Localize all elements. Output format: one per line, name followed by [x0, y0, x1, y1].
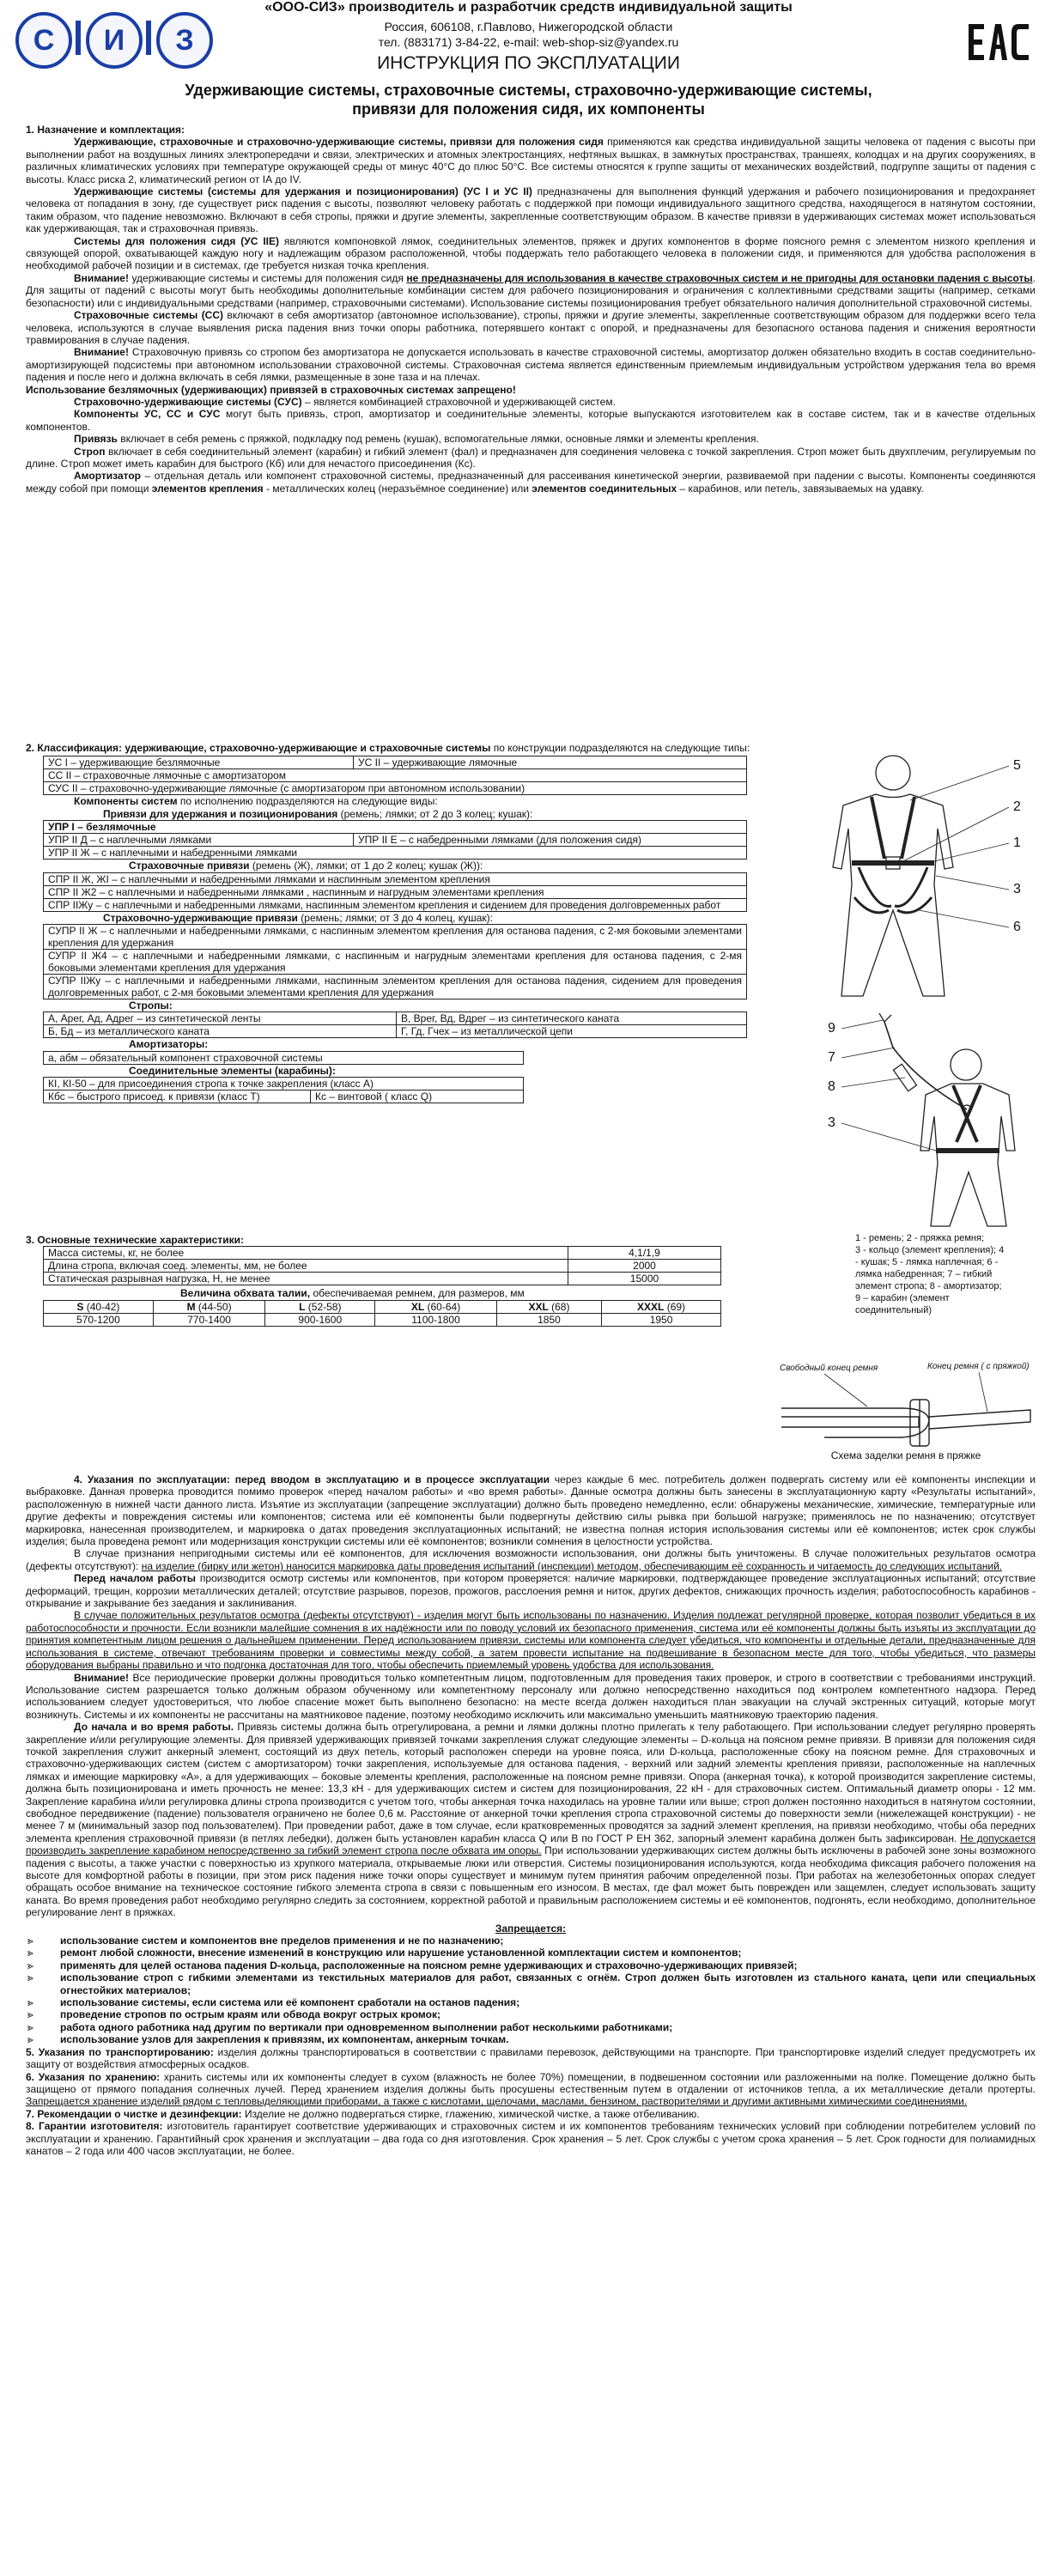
- section-5: 5. Указания по транспортированию: изделия должны транспортироваться в соответствии с правилами перевозок, действующими на транспорте. При транспортировке изделий следует предусмотреть их защиту от воздействия атмосферных осадков.: [26, 2045, 1036, 2071]
- callout-number: 6: [1013, 920, 1021, 934]
- harness-front-drawing: [824, 747, 1039, 1005]
- table-cell: 1100-1800: [375, 1313, 497, 1326]
- legend-line: - кушак; 5 - лямка наплечная; 6 -: [855, 1257, 999, 1267]
- table-row: [44, 1025, 747, 1038]
- table-cell: 570-1200: [44, 1313, 154, 1326]
- table-row: [44, 885, 747, 898]
- table-cell: СПР II Ж2 – с наплечными и набедренными лямками , наспинным и нагрудным элементами крепления: [44, 885, 747, 898]
- harness-back-drawing: [824, 1013, 1039, 1228]
- page-header: [0, 0, 1057, 79]
- table-cell: Кс – винтовой ( класс Q): [311, 1091, 524, 1103]
- lanyards-table: [43, 1012, 747, 1038]
- term: Строп: [74, 445, 106, 458]
- section-3: [26, 1234, 781, 1327]
- table-cell: СУПР IIЖу – с наплечными и набедренными лямками, наспинным элементом крепления для останова падения, сидением для проведения долговременных работ, с 2-мя боковыми элементами крепления для удержания: [44, 975, 747, 999]
- term: Удерживающие, страховочные и страховочно-удерживающие системы, привязи для положения сидя: [74, 136, 604, 149]
- table-row: [44, 975, 747, 999]
- table-row: [44, 1051, 524, 1064]
- list-item: ⪢ использование строп с гибкими элементами из текстильных материалов для работ, связанных с огнём. Строп должен быть изготовлен из стального каната, цепи или специальных огнестойких материалов;: [27, 1971, 1036, 1996]
- buckle-scheme-figure: [773, 1357, 1039, 1468]
- table-row: [44, 1091, 524, 1103]
- paragraph: Внимание! Все периодические проверки должны проводиться только компетентным лицом, подготовленным для проведения таких проверок, и строго в соответствии с требованиями инструкций. Использование систем разрешается только должным образом обученному или компетентному персоналу или должно непосредственно находиться под контролем компетентного надзора. Перед использованием следует удостовериться, что любое спасение может быть выполнено безопасно: на месте всегда должен находиться план эвакуации на случай экстренных ситуаций, которые могут возникнуть. Системы и их компоненты не рассчитаны на маятниковое падение, поэтому необходимо исключить или максимально уменьшить маятниковую траекторию падения.: [26, 1671, 1036, 1721]
- table-cell: 1950: [602, 1313, 721, 1326]
- text: – карабинов, или петель, завязываемых на удавку.: [677, 482, 924, 495]
- callout-number: 9: [828, 1021, 835, 1036]
- table-cell: А, Арег, Ад, Адрег – из синтетической ленты: [44, 1012, 397, 1025]
- figure-legend: [855, 1232, 1036, 1316]
- logo-letter: З: [156, 12, 213, 69]
- table-row: [44, 834, 747, 847]
- term: элементов крепления: [151, 482, 264, 495]
- paragraph: [26, 309, 1036, 346]
- buckle-label: Свободный конец ремня: [780, 1364, 878, 1373]
- eac-mark-icon: [967, 22, 1030, 62]
- arrow-bullet-icon: ⪢: [27, 1959, 33, 1971]
- table-cell: 770-1400: [153, 1313, 265, 1326]
- table-cell: 15000: [568, 1273, 721, 1285]
- list-item: ⪢ работа одного работника над другим по вертикали при одновременном выполнении работ несколькими работниками;: [27, 2020, 673, 2033]
- paragraph: [26, 272, 1036, 309]
- text: удерживающие системы и системы для положения сидя: [128, 271, 407, 284]
- paragraph: [26, 235, 1036, 272]
- table-cell: УПР II Д – с наплечными лямками: [44, 834, 354, 847]
- callout-number: 2: [1013, 799, 1021, 814]
- subtitle-line: Удерживающие системы, страховочные системы, страховочно-удерживающие системы,: [185, 82, 872, 99]
- group-title: Стропы:: [129, 999, 173, 1012]
- table-row: [44, 1273, 721, 1285]
- legend-line: 9 – карабин (элемент: [855, 1293, 950, 1303]
- figure-caption: Схема заделки ремня в пряжке: [830, 1449, 981, 1461]
- section-2: [26, 742, 799, 1103]
- callout-number: 3: [1013, 882, 1021, 896]
- company-name: «ООО-СИЗ» производитель и разработчик средств индивидуальной защиты: [264, 0, 793, 15]
- list-item: ⪢ применять для целей останова падения D-кольца, расположенные на поясном ремне удерживающих и страховочно-удерживающих привязей;: [27, 1959, 798, 1971]
- paragraph: 4. Указания по эксплуатации: перед вводом в эксплуатацию и в процессе эксплуатации через каждые 6 мес. потребитель должен подвергать систему или её компоненты инспекции и выбраковке. Данная проверка проводится помимо проверок «перед началом работы» и «во время работы». Данные осмотра должны быть занесены в эксплуатационную карту «Результаты испытаний», расположенную в нижней части данного листа. Изъятие из эксплуатации (запрещение эксплуатации) должно быть проведено немедленно, если: обнаружены механические, химические, температурные или другие дефекты и повреждения системы или компонентов; система или её компоненты были подвергнуты действию силы рывка при большой нагрузке; применялось не по назначению; отсутствует маркировка, нанесенная производителем, и маркировка о датах проведения эксплуатационных испытаний; не известна полная история использования системы или её компонентов; истек срок службы изделия; была проведена ремонт или модернизация конструкции системы или её компонентов; возникли сомнения в целостности устройства.: [26, 1473, 1036, 1548]
- table-cell: 2000: [568, 1260, 721, 1273]
- table-cell: Кбс – быстрого присоед. к привязи (класс Т): [44, 1091, 311, 1103]
- table-row: [44, 925, 747, 950]
- paragraph: В случае признания непригодными системы или её компонентов, для исключения возможности использования, они должны быть уничтожены. В случае положительных результатов осмотра (дефекты отсутствуют): на изделие (бирку или жетон) наносится маркировка даты проведения испытаний (инспекции) методом, обеспечивающим её сохранность и читаемость до следующих испытаний.: [26, 1547, 1036, 1572]
- group-title: Страховочные привязи (ремень (Ж), лямки; от 1 до 2 колец; кушак (Ж)):: [129, 860, 483, 872]
- harness-front-figure: [824, 747, 1039, 1005]
- paragraph: [26, 136, 1036, 185]
- callout-number: 7: [828, 1050, 835, 1065]
- table-cell: СС II – страховочные лямочные с амортизатором: [44, 769, 747, 782]
- text-emphasis: не предназначены для использования в качестве страховочных систем и не пригодны для остановки падения с высоты: [406, 271, 1033, 284]
- document-title: ИНСТРУКЦИЯ ПО ЭКСПЛУАТАЦИИ: [377, 53, 680, 73]
- table-row: [44, 1260, 721, 1273]
- paragraph: До начала и во время работы. Привязь системы должна быть отрегулирована, а ремни и лямки должны плотно прилегать к телу работающего. При использовании следует регулярно проверять закрепление и/или регулирующие элементы. Для привязей удерживающих привязей точками закрепления служат следующие элементы – D-кольца на поясном ремне привязи. В привязи для положения сидя точкой закрепления служит анкерный элемент, состоящий из двух петель, который расположен спереди на уровне пояса, или D-кольца, расположенные сбоку на поясном ремне. Для страховочных и страховочно-удерживающих систем (систем с амортизатором) точки закрепления, используемые для останова падения, - верхний или задний элементы крепления привязи, расположенные на наплечных лямках и имеющие маркировку «А», а для удерживающих – боковые элементы крепления, расположенные на поясном ремне привязи. Опора (анкерная точка), к которой производится закрепление системы, должна быть позиционирована и иметь прочность не менее: 13,3 кН - для удерживающих систем и систем для позиционирования, 22 кН - для страховочных систем. Оптимальный диаметр опоры - 12 мм. Закрепление карабина и/или регулировка длины стропа производится с учетом того, чтобы анкерная точка находилась на уровне талии или выше; строп должен постоянно находиться в натянутом состоянии, свободное передвижение (падение) пользователя ограничено не более 0,6 м. Расстояние от анкерной точки крепления стропа страховочной системы до поверхности земли (нижележащей конструкции) - не менее 7 м (минимальный зазор под пользователем). При проведении работ, даже в том случае, если кратковременных проводятся за задний элемент крепления, на привязи необходимо, чтобы оба передних элемента крепления страховочной привязи (в петлях лебедки), должен быть установлен карабин класса Q или B по ГОСТ Р ЕН 362, запорный элемент карабина должен быть зафиксирован. Не допускается производить закрепление карабином непосредственно за гибкий элемент стропа после обхвата им опоры. При использовании удерживающих систем должны быть исключены в рабочей зоне зоны возможного падения с высоты, а также участки с поверхностью из хрупкого материала, открываемые люки или отверстия. Системы позиционирования используются, когда необходима фиксация рабочего положения на высоте для комфортной работы в позиции, при этом риск падения ниже точки опоры существует и минимум путем принятия рабочим определенной позы. При работах на железобетонных опорах следует обращать особое внимание на техническое состояние гибкого элемента стропа в связи с повышенным его износом. В местах, где фал может быть поврежден или защемлен, следует использовать защиту каната. Во время проведения работ необходимо регулярно следить за состоянием, корректной работой и правильным расположением системы и её компонентов, подгонять, если необходимо, дополнительное регулирование лент в пряжках.: [26, 1721, 1036, 1919]
- text: Страховочную привязь со стропом без амортизатора не допускается использовать в качестве страховочной системы, амортизатор должен обязательно входить в состав соединительно-амортизирующей подсистемы при автономном использовании страховочной системы. Страховочная система является единственным приемлемым индивидуальным устройством удержания тела во время падения и после него и должна включать в себя лямки, размещенные в зоне таза и на плечах.: [26, 346, 1036, 384]
- text: являются компоновкой лямок, соединительных элементов, пряжек и других компонентов в форме поясного ремня с элементом низкого крепления и связующей опорой, охватывающей каждую ногу и надлежащим образом расположенной, чтобы поддержать тело работающего человека в положении сидя, и применяются для удобства расположения в необходимой рабочей позиции и в системах, где требуется низкая точка крепления.: [26, 234, 1036, 272]
- section-8: 8. Гарантии изготовителя: изготовитель гарантирует соответствие удерживающих и страховочных систем и их компонентов требованиям технических условий при соблюдении потребителем условий по эксплуатации и хранению. Гарантийный срок хранения и эксплуатации – два года со дня изготовления. Срок хранения – 5 лет. Срок службы с учетом срока хранения – 5 лет. Срок годности для полиамидных канатов – 2 года или 400 часов эксплуатации, не более.: [26, 2120, 1036, 2157]
- paragraph: [26, 433, 1036, 445]
- prohibited-title: Запрещается:: [495, 1922, 567, 1935]
- table-cell: КI, КI-50 – для присоединения стропа к точке закрепления (класс А): [44, 1078, 524, 1091]
- table-row: [44, 821, 747, 834]
- paragraph: [26, 185, 1036, 235]
- table-cell: СУПР II Ж4 – с наплечными и набедренными лямками, с наспинным и нагрудным элементами крепления для останова падения, с 2-мя боковыми элементами крепления для удержания: [44, 950, 747, 975]
- contacts-line: тел. (883171) 3-84-22, e-mail: web-shop-siz@yandex.ru: [378, 35, 679, 49]
- table-row: [44, 1247, 721, 1260]
- text: включает в себя соединительный элемент (карабин) и гибкий элемент (фал) и предназначен для соединения человека с точкой закрепления. Строп может быть двухплечим, регулируемым по длине. Строп может иметь карабин для быстрого (Кб) или для нечастого присоединения (Кс).: [26, 445, 1036, 470]
- warning: Внимание!: [74, 271, 129, 284]
- table-cell: УС I – удерживающие безлямочные: [44, 756, 354, 769]
- table-cell: 4,1/1,9: [568, 1247, 721, 1260]
- size-header: S (40-42): [44, 1300, 154, 1313]
- table-cell: Масса системы, кг, не более: [44, 1247, 568, 1260]
- callout-number: 8: [828, 1079, 835, 1094]
- arrow-bullet-icon: ⪢: [27, 1935, 33, 1947]
- list-item: ⪢ использование систем и компонентов вне пределов применения и не по назначению;: [27, 1935, 504, 1947]
- callout-number: 1: [1013, 835, 1021, 850]
- text: – является комбинацией страховочной и удерживающей систем.: [301, 395, 616, 408]
- text: включает в себя ремень с пряжкой, подкладку под ремень (кушак), вспомогательные лямки, основные лямки и элементы крепления.: [117, 433, 759, 446]
- section-title: 1. Назначение и комплектация:: [26, 124, 185, 136]
- term: Страховочно-удерживающие системы (СУС): [74, 395, 302, 408]
- table-row: [44, 872, 747, 885]
- table-cell: СПР II Ж, ЖI – с наплечными и набедренными лямками и наспинным элементом крепления: [44, 872, 747, 885]
- section-title: 3. Основные технические характеристики:: [26, 1234, 244, 1246]
- group-title: Амортизаторы:: [129, 1038, 209, 1051]
- text: включают в себя амортизатор (автономное использование), стропы, пряжки и другие элементы, закрепленные соответствующим образом для поддержки всего тела человека, используются в случае выявления риска падения вниз точки опоры работника, потерявшего контакт с опорой, и предназначены для безопасного останова падения и снижения вероятности травмирования в случае падения.: [26, 309, 1036, 346]
- legend-line: элемент стропа; 8 - амортизатор;: [855, 1281, 1002, 1291]
- list-item: ⪢ проведение стропов по острым краям или обвода вокруг острых кромок;: [27, 2008, 440, 2021]
- table-cell: УПР II Е – с набедренными лямками (для положения сидя): [354, 834, 747, 847]
- group-title: Страховочно-удерживающие привязи (ремень; лямки; от 3 до 4 колец, кушак):: [103, 911, 493, 924]
- table-cell: В, Врег, Вд, Вдрег – из синтетического каната: [397, 1012, 747, 1025]
- arrow-bullet-icon: ⪢: [27, 1947, 33, 1959]
- table-cell: 900-1600: [265, 1313, 375, 1326]
- text: – отдельная деталь или компонент страховочной системы, предназначенный для рассеивания кинетической энергии, развиваемой при падении с высоты. Компоненты соединяются между собой при помощи: [26, 470, 1036, 495]
- table-cell: СПР IIЖу – с наплечными и набедренными лямками, наспинным элементом крепления и сидением для проведения долговременных работ: [44, 898, 747, 911]
- legend-line: соединительный): [855, 1305, 932, 1315]
- section-title: 4. Указания по эксплуатации: перед вводом в эксплуатацию и в процессе эксплуатации: [74, 1473, 550, 1485]
- term: Компоненты УС, СС и СУС: [74, 408, 221, 421]
- text: - металлических колец (неразъёмное соединение) или: [263, 482, 532, 495]
- table-cell: Г, Гд, Гчех – из металлической цепи: [397, 1025, 747, 1038]
- text: могут быть привязь, строп, амортизатор и соединительные элементы, которые выпускаются изготовителем как в составе систем, так и в качестве отдельных компонентов.: [26, 408, 1036, 433]
- section-4: [26, 1473, 1036, 2157]
- girth-table: [43, 1300, 721, 1327]
- table-row: [44, 950, 747, 975]
- tech-specs-table: [43, 1246, 721, 1285]
- list-item: ⪢ использование системы, если система или её компонент сработали на останов падения;: [27, 1996, 520, 2009]
- table-row: [44, 1300, 721, 1313]
- term: Удерживающие системы (системы для удержания и позиционирования) (УС I и УС II): [74, 185, 532, 198]
- size-header: XXL (68): [496, 1300, 601, 1313]
- term: Страховочные системы (СС): [74, 309, 224, 322]
- paragraph: [26, 396, 1036, 408]
- table-cell: Статическая разрывная нагрузка, Н, не менее: [44, 1273, 568, 1285]
- paragraph: [26, 470, 1036, 495]
- table-cell: УПР I – безлямочные: [44, 821, 747, 834]
- size-header: L (52-58): [265, 1300, 375, 1313]
- arrow-bullet-icon: ⪢: [27, 2008, 33, 2021]
- list-item: ⪢ использование узлов для закрепления к привязям, их компонентам, анкерным точкам.: [27, 2033, 509, 2046]
- table-cell: СУПР II Ж – с наплечными и набедренными лямками, с наспинным элементом крепления для останова падения, с 2-мя боковыми элементами крепления для удержания: [44, 925, 747, 950]
- legend-line: 3 - кольцо (элемент крепления); 4: [855, 1245, 1005, 1255]
- paragraph: [26, 446, 1036, 471]
- group-title: Величина обхвата талии, обеспечиваемая ремнем, для размеров, мм: [180, 1287, 525, 1300]
- list-item: ⪢ ремонт любой сложности, внесение изменений в конструкцию или нарушение установленной комплектации систем и компонентов;: [27, 1947, 742, 1959]
- arrow-bullet-icon: ⪢: [27, 1971, 33, 1984]
- logo-letter: И: [86, 12, 143, 69]
- size-header: XXXL (69): [602, 1300, 721, 1313]
- text: . Для защиты от падений с высоты могут быть необходимы дополнительные комбинации систем для рабочего позиционирования и ограничения с коллективными средствами защиты (например, сетками безопасности) или с индивидуальными средствами (например, страховочными системами). Использование системы позиционирования требует обязательного наличия дополнительной страховочной системы.: [26, 271, 1036, 309]
- text: применяются как средства индивидуальной защиты человека от падения с высоты при выполнении работ на воздушных линиях электропередачи и связи, электрических и атомных электростанциях, нефтяных вышках, в замкнутых пространствах, траншеях, колодцах и на других сооружениях, в различных климатических условиях при температуре окружающей среды от минус 40°С до плюс 50°С. Все системы относятся к группе защиты от механических воздействий, подгруппе защиты от падения с высоты. Класс риска 2, климатический регион от IА до IV.: [26, 136, 1036, 185]
- group-title: Соединительные элементы (карабины):: [129, 1064, 336, 1077]
- table-cell: СУС II – страховочно-удерживающие лямочные (с амортизатором при автономном использовании): [44, 782, 747, 795]
- term: Амортизатор: [74, 470, 141, 483]
- paragraph: [26, 346, 1036, 383]
- table-cell: Б, Бд – из металлического каната: [44, 1025, 397, 1038]
- logo-letter: С: [15, 12, 72, 69]
- address-line: Россия, 606108, г.Павлово, Нижегородской области: [384, 20, 673, 33]
- section-7: 7. Рекомендации о чистке и дезинфекции: Изделие не должно подвергаться стирке, глажению, химической чистке, а также отбеливанию.: [26, 2107, 700, 2120]
- paragraph: [26, 408, 1036, 433]
- size-header: XL (60-64): [375, 1300, 497, 1313]
- group-title: Привязи для удержания и позиционирования (ремень; лямки; от 2 до 3 колец; кушак):: [103, 807, 533, 820]
- section-6: 6. Указания по хранению: хранить системы или их компоненты следует в сухом (влажность не более 70%) помещении, в подвешенном состоянии или разложенными на полке. Помещение должно быть защищено от прямого попадания солнечных лучей. Перед хранением изделия должны быть просушены естественным путем в отдалении от источников тепла, а их металлические детали протерты. Запрещается хранение изделий рядом с тепловыделяющими приборами, а также с кислотами, щелочами, маслами, бензином, растворителями и другими активными химическими соединениями.: [26, 2070, 1036, 2108]
- warning-line: Использование безлямочных (удерживающих) привязей в страховочных системах запрещено!: [26, 383, 516, 396]
- term: Привязь: [74, 433, 118, 446]
- paragraph: В случае положительных результатов осмотра (дефекты отсутствуют) - изделия могут быть использованы по назначению. Изделия подлежат регулярной проверке, которая позволит убедиться в их работоспособности и прочности. Если возникли малейшие сомнения в их надёжности или по поводу условий их безопасного применения, система или её компоненты должны быть изъяты из эксплуатации до принятия компетентным лицом решения о дальнейшем применении. Перед использованием привязи, системы или компонента следует убедиться, что компоненты и отдельные детали, предназначенные для использования в системе, отвечают требованиям проверки и совместимы между собой, а затем провести испытание на подвешивание в безопасном месте для того, чтобы убедиться, что размеры оборудования выбраны правильно и что подгонка достаточная для того, чтобы обеспечить приемлемый уровень удобства для использования.: [26, 1609, 1036, 1672]
- table-row: [44, 847, 747, 860]
- harness-back-figure: [824, 1013, 1039, 1228]
- table-row: [44, 756, 747, 769]
- system-types-table: [43, 756, 747, 795]
- table-row: [44, 1078, 524, 1091]
- section-title: 2. Классификация: удерживающие, страховочно-удерживающие и страховочные системы по конструкции подразделяются на следующие типы:: [26, 742, 750, 754]
- legend-line: 1 - ремень; 2 - пряжка ремня;: [855, 1233, 984, 1243]
- table-row: [44, 1012, 747, 1025]
- table-row: [44, 769, 747, 782]
- callout-number: 3: [828, 1115, 835, 1130]
- table-cell: УС II – удерживающие лямочные: [354, 756, 747, 769]
- table-cell: 1850: [496, 1313, 601, 1326]
- callout-number: 5: [1013, 758, 1021, 773]
- term: элементов соединительных: [532, 482, 677, 495]
- legend-line: лямка набедренная; 7 – гибкий: [855, 1269, 993, 1279]
- harness-table: [43, 820, 747, 860]
- subtitle-line: привязи для положения сидя, их компоненты: [352, 100, 705, 118]
- term: Системы для положения сидя (УС IIE): [74, 234, 279, 247]
- size-header: M (44-50): [153, 1300, 265, 1313]
- table-cell: а, абм – обязательный компонент страховочной системы: [44, 1051, 524, 1064]
- buckle-label: Конец ремня ( с пряжкой): [927, 1362, 1030, 1371]
- warning: Внимание!: [74, 346, 129, 359]
- arrow-bullet-icon: ⪢: [27, 2033, 33, 2046]
- document-subtitle: [0, 81, 1057, 118]
- fall-arrest-harness-table: [43, 872, 747, 912]
- arrow-bullet-icon: ⪢: [27, 2020, 33, 2033]
- table-row: [44, 898, 747, 911]
- paragraph: Компоненты систем по исполнению подразделяются на следующие виды:: [74, 795, 438, 808]
- connectors-table: [43, 1077, 524, 1103]
- company-address: [0, 19, 1057, 50]
- absorbers-table: [43, 1051, 524, 1065]
- text: предназначены для выполнения функций удержания и рабочего позиционирования и предохраняет человека от попадания в зону, где существует риск падения с высоты, позволяют человеку работать с поддержкой при помощи индивидуального защитного средства, находящегося в натянутом состоянии, таким образом, что падение невозможно. Включают в себя стропы, пряжки и другие элементы, закрепленные соответствующим образом. В качестве привязи в удерживающих системах может использоваться как удерживающая, так и страховочная привязь.: [26, 185, 1036, 235]
- table-row: [44, 782, 747, 795]
- section-1: [26, 124, 1036, 495]
- table-row: [44, 1313, 721, 1326]
- table-cell: УПР II Ж – с наплечными и набедренными лямками: [44, 847, 747, 860]
- arrow-bullet-icon: ⪢: [27, 1996, 33, 2009]
- table-cell: Длина стропа, включая соед. элементы, мм, не более: [44, 1260, 568, 1273]
- paragraph: Перед началом работы производится осмотр системы или компонентов, при котором проверяется: наличие маркировки, подтверждающее проведение эксплуатационных испытаний; отсутствие деформаций, трещин, коррозии металлических деталей; отсутствие разрывов, порезов, прожогов, расслоения ремня и ниток, других дефектов, снижающих прочность изделия; работоспособность карабинов - открывание и закрывание без заедания и заклинивания.: [26, 1572, 1036, 1610]
- combined-harness-table: [43, 924, 747, 999]
- prohibited-list: [26, 1935, 1036, 2046]
